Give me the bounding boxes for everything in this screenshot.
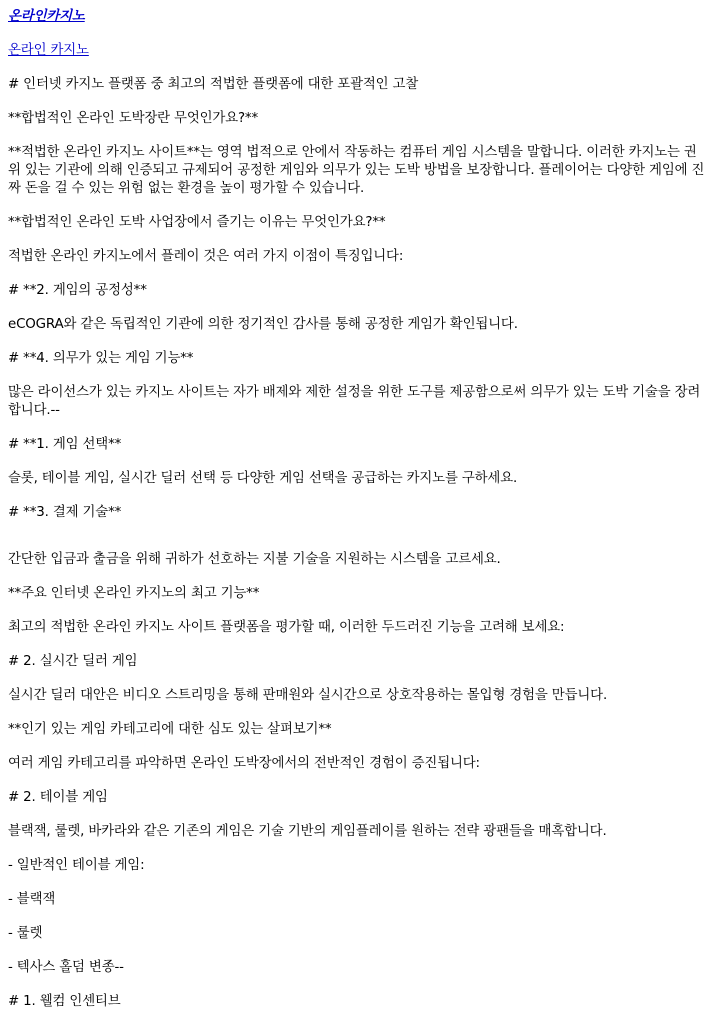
paragraph-heading-game-selection: # **1. 게임 선택**: [8, 437, 122, 452]
paragraph-top-features-text: 최고의 적법한 온라인 카지노 사이트 플랫폼을 평가할 때, 이러한 두드러진 기능을 고려해 보세요:: [8, 620, 565, 635]
casino-link[interactable]: 온라인 카지노: [8, 43, 89, 58]
list-item-blackjack: - 블랙잭: [8, 892, 56, 907]
page-title-link[interactable]: 온라인카지노: [8, 9, 85, 24]
paragraph-heading-live-dealer: # 2. 실시간 딜러 게임: [8, 654, 138, 669]
paragraph-question-legal: **합법적인 온라인 도박장란 무엇인가요?**: [8, 111, 259, 126]
paragraph-legal-definition: **적법한 온라인 카지노 사이트**는 영역 법적으로 안에서 작동하는 컴퓨터 게임 시스템을 말합니다. 이러한 카지노는 권위 있는 기관에 의해 인증되고 규제되어 공정한 게임와 의무가 있는 도박 방법을 보장합니다. 플레이어는 다양한 게임에 진짜 돈을 걸 수 있는 위험 없는 환경을 높이 평가할 수 있습니다.: [8, 145, 705, 196]
paragraph-responsible-text: 많은 라이선스가 있는 카지노 사이트는 자가 배제와 제한 설정을 위한 도구를 제공함으로써 의무가 있는 도박 기술을 장려합니다.--: [8, 385, 701, 418]
paragraph-question-why: **합법적인 온라인 도박 사업장에서 즐기는 이유는 무엇인가요?**: [8, 215, 386, 230]
list-item-roulette: - 룰렛: [8, 926, 43, 941]
paragraph-heading-overview: # 인터넷 카지노 플랫폼 중 최고의 적법한 플랫폼에 대한 포괄적인 고찰: [8, 77, 419, 92]
paragraph-heading-welcome-bonus: # 1. 웰컴 인센티브: [8, 994, 121, 1009]
paragraph-fairness-text: eCOGRA와 같은 독립적인 기관에 의한 정기적인 감사를 통해 공정한 게임가 확인됩니다.: [8, 317, 518, 332]
paragraph-heading-categories: **인기 있는 게임 카테고리에 대한 심도 있는 살펴보기**: [8, 722, 332, 737]
paragraph-live-dealer-text: 실시간 딜러 대안은 비디오 스트리밍을 통해 판매원와 실시간으로 상호작용하는 몰입형 경험을 만듭니다.: [8, 688, 608, 703]
paragraph-table-games-text: 블랙잭, 룰렛, 바카라와 같은 기존의 게임은 기술 기반의 게임플레이를 원하는 전략 광팬들을 매혹합니다.: [8, 824, 607, 839]
paragraph-payment-text: 간단한 입금과 출금을 위해 귀하가 선호하는 지불 기술을 지원하는 시스템을 고르세요.: [8, 552, 501, 567]
paragraph-heading-responsible: # **4. 의무가 있는 게임 기능**: [8, 351, 194, 366]
paragraph-heading-top-features: **주요 인터넷 온라인 카지노의 최고 기능**: [8, 586, 260, 601]
paragraph-categories-text: 여러 게임 카테고리를 파악하면 온라인 도박장에서의 전반적인 경험이 증진됩니다:: [8, 756, 480, 771]
paragraph-heading-payment: # **3. 결제 기술**: [8, 505, 122, 520]
paragraph-heading-fairness: # **2. 게임의 공정성**: [8, 283, 147, 298]
list-item-texas-holdem: - 텍사스 홀덤 변종--: [8, 960, 124, 975]
list-item-table-games: - 일반적인 테이블 게임:: [8, 858, 145, 873]
paragraph-benefits-intro: 적법한 온라인 카지노에서 플레이 것은 여러 가지 이점이 특징입니다:: [8, 249, 404, 264]
paragraph-heading-table-games: # 2. 테이블 게임: [8, 790, 108, 805]
paragraph-game-selection-text: 슬롯, 테이블 게임, 실시간 딜러 선택 등 다양한 게임 선택을 공급하는 카지노를 구하세요.: [8, 471, 518, 486]
